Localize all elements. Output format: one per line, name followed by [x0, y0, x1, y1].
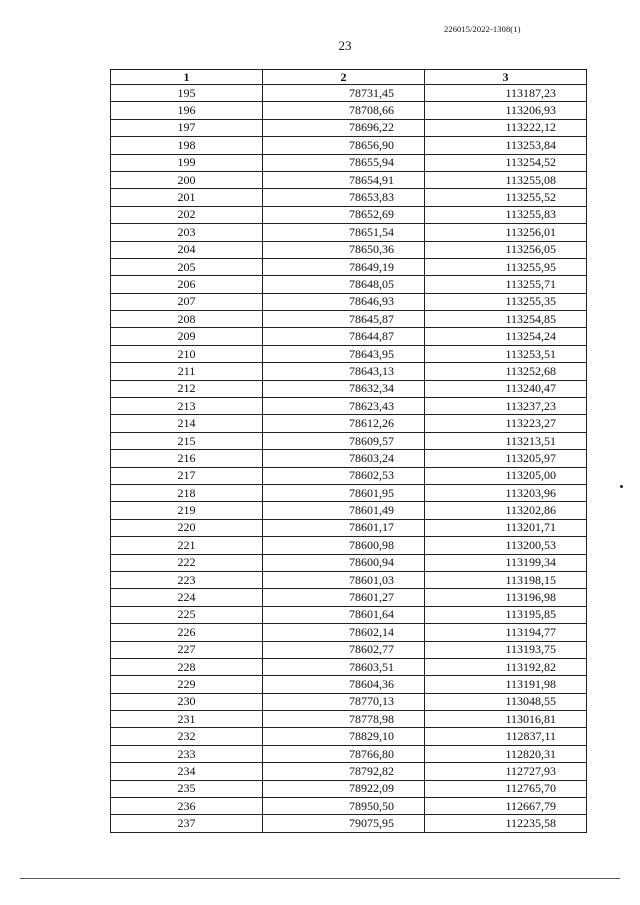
table-row: [111, 571, 587, 588]
point-number-cell: 227: [111, 641, 263, 658]
point-number-cell: 235: [111, 780, 263, 797]
point-number-cell: 199: [111, 154, 263, 171]
x-coordinate-cell: 78922,09: [263, 780, 425, 797]
y-coordinate-cell: 113016,81: [425, 711, 587, 728]
point-number-cell: 236: [111, 798, 263, 815]
table-body: [111, 85, 587, 833]
point-number-cell: 226: [111, 624, 263, 641]
point-number-cell: 231: [111, 711, 263, 728]
x-coordinate-cell: 78612,26: [263, 415, 425, 432]
table-row: [111, 519, 587, 536]
point-number-cell: 202: [111, 206, 263, 223]
table-row: [111, 624, 587, 641]
footer-divider: [20, 878, 620, 879]
y-coordinate-cell: 113222,12: [425, 119, 587, 136]
y-coordinate-cell: 113199,34: [425, 554, 587, 571]
y-coordinate-cell: 113213,51: [425, 432, 587, 449]
point-number-cell: 198: [111, 137, 263, 154]
page-number: 23: [338, 38, 352, 53]
point-number-cell: 210: [111, 345, 263, 362]
y-coordinate-cell: 113256,01: [425, 224, 587, 241]
x-coordinate-cell: 78601,64: [263, 606, 425, 623]
table-row: [111, 241, 587, 258]
x-coordinate-cell: 78623,43: [263, 398, 425, 415]
point-number-cell: 217: [111, 467, 263, 484]
y-coordinate-cell: 113206,93: [425, 102, 587, 119]
x-coordinate-cell: 78778,98: [263, 711, 425, 728]
y-coordinate-cell: 113237,23: [425, 398, 587, 415]
point-number-cell: 205: [111, 258, 263, 275]
point-number-cell: 228: [111, 658, 263, 675]
coordinates-table: [110, 69, 587, 833]
point-number-cell: 207: [111, 293, 263, 310]
y-coordinate-cell: 113193,75: [425, 641, 587, 658]
table-row: [111, 467, 587, 484]
point-number-cell: 223: [111, 571, 263, 588]
point-number-cell: 209: [111, 328, 263, 345]
y-coordinate-cell: 113254,85: [425, 311, 587, 328]
y-coordinate-cell: 112667,79: [425, 798, 587, 815]
y-coordinate-cell: 113254,52: [425, 154, 587, 171]
point-number-cell: 208: [111, 311, 263, 328]
point-number-cell: 197: [111, 119, 263, 136]
y-coordinate-cell: 113195,85: [425, 606, 587, 623]
table-row: [111, 450, 587, 467]
table-row: [111, 815, 587, 832]
x-coordinate-cell: 78645,87: [263, 311, 425, 328]
table-row: [111, 415, 587, 432]
x-coordinate-cell: 78643,13: [263, 363, 425, 380]
x-coordinate-cell: 78643,95: [263, 345, 425, 362]
point-number-cell: 233: [111, 745, 263, 762]
column-header-number: 1: [111, 70, 263, 85]
point-number-cell: 195: [111, 85, 263, 102]
x-coordinate-cell: 78655,94: [263, 154, 425, 171]
point-number-cell: 212: [111, 380, 263, 397]
y-coordinate-cell: 113194,77: [425, 624, 587, 641]
table-row: [111, 224, 587, 241]
y-coordinate-cell: 113253,51: [425, 345, 587, 362]
x-coordinate-cell: 78649,19: [263, 258, 425, 275]
point-number-cell: 225: [111, 606, 263, 623]
y-coordinate-cell: 113205,00: [425, 467, 587, 484]
table-row: [111, 432, 587, 449]
document-reference: 226015/2022-1308(1): [444, 24, 521, 34]
y-coordinate-cell: 113048,55: [425, 693, 587, 710]
table-row: [111, 589, 587, 606]
x-coordinate-cell: 78644,87: [263, 328, 425, 345]
table-header-row: [111, 70, 587, 85]
table-row: [111, 363, 587, 380]
y-coordinate-cell: 112235,58: [425, 815, 587, 832]
x-coordinate-cell: 78601,27: [263, 589, 425, 606]
y-coordinate-cell: 113254,24: [425, 328, 587, 345]
table-row: [111, 293, 587, 310]
y-coordinate-cell: 112837,11: [425, 728, 587, 745]
y-coordinate-cell: 113191,98: [425, 676, 587, 693]
table-row: [111, 658, 587, 675]
point-number-cell: 201: [111, 189, 263, 206]
table-row: [111, 345, 587, 362]
table-row: [111, 380, 587, 397]
point-number-cell: 234: [111, 763, 263, 780]
table-row: [111, 554, 587, 571]
table-row: [111, 189, 587, 206]
x-coordinate-cell: 78603,24: [263, 450, 425, 467]
point-number-cell: 237: [111, 815, 263, 832]
x-coordinate-cell: 78770,13: [263, 693, 425, 710]
y-coordinate-cell: 113255,08: [425, 171, 587, 188]
table-row: [111, 763, 587, 780]
y-coordinate-cell: 113255,71: [425, 276, 587, 293]
y-coordinate-cell: 112727,93: [425, 763, 587, 780]
table-row: [111, 311, 587, 328]
x-coordinate-cell: 78603,51: [263, 658, 425, 675]
x-coordinate-cell: 78650,36: [263, 241, 425, 258]
point-number-cell: 224: [111, 589, 263, 606]
table-row: [111, 606, 587, 623]
y-coordinate-cell: 113240,47: [425, 380, 587, 397]
table-row: [111, 745, 587, 762]
x-coordinate-cell: 78600,98: [263, 537, 425, 554]
point-number-cell: 214: [111, 415, 263, 432]
x-coordinate-cell: 78696,22: [263, 119, 425, 136]
x-coordinate-cell: 78656,90: [263, 137, 425, 154]
x-coordinate-cell: 78646,93: [263, 293, 425, 310]
y-coordinate-cell: 113192,82: [425, 658, 587, 675]
x-coordinate-cell: 78652,69: [263, 206, 425, 223]
table-row: [111, 102, 587, 119]
point-number-cell: 206: [111, 276, 263, 293]
x-coordinate-cell: 78950,50: [263, 798, 425, 815]
point-number-cell: 221: [111, 537, 263, 554]
x-coordinate-cell: 78708,66: [263, 102, 425, 119]
y-coordinate-cell: 113187,23: [425, 85, 587, 102]
table-row: [111, 780, 587, 797]
x-coordinate-cell: 78792,82: [263, 763, 425, 780]
x-coordinate-cell: 78600,94: [263, 554, 425, 571]
table-row: [111, 85, 587, 102]
x-coordinate-cell: 78601,03: [263, 571, 425, 588]
point-number-cell: 216: [111, 450, 263, 467]
table-row: [111, 171, 587, 188]
x-coordinate-cell: 78601,17: [263, 519, 425, 536]
point-number-cell: 222: [111, 554, 263, 571]
table-row: [111, 206, 587, 223]
x-coordinate-cell: 78766,80: [263, 745, 425, 762]
table-row: [111, 484, 587, 501]
x-coordinate-cell: 78601,95: [263, 484, 425, 501]
table-row: [111, 641, 587, 658]
y-coordinate-cell: 113255,83: [425, 206, 587, 223]
point-number-cell: 230: [111, 693, 263, 710]
x-coordinate-cell: 79075,95: [263, 815, 425, 832]
y-coordinate-cell: 113253,84: [425, 137, 587, 154]
column-header-x: 2: [263, 70, 425, 85]
table-row: [111, 137, 587, 154]
point-number-cell: 229: [111, 676, 263, 693]
y-coordinate-cell: 113252,68: [425, 363, 587, 380]
table-row: [111, 398, 587, 415]
y-coordinate-cell: 113256,05: [425, 241, 587, 258]
point-number-cell: 200: [111, 171, 263, 188]
table-row: [111, 276, 587, 293]
x-coordinate-cell: 78654,91: [263, 171, 425, 188]
y-coordinate-cell: 113205,97: [425, 450, 587, 467]
point-number-cell: 232: [111, 728, 263, 745]
point-number-cell: 196: [111, 102, 263, 119]
y-coordinate-cell: 112820,31: [425, 745, 587, 762]
point-number-cell: 220: [111, 519, 263, 536]
table-row: [111, 502, 587, 519]
y-coordinate-cell: 113203,96: [425, 484, 587, 501]
x-coordinate-cell: 78601,49: [263, 502, 425, 519]
table-row: [111, 537, 587, 554]
table-row: [111, 154, 587, 171]
point-number-cell: 218: [111, 484, 263, 501]
x-coordinate-cell: 78829,10: [263, 728, 425, 745]
x-coordinate-cell: 78632,34: [263, 380, 425, 397]
y-coordinate-cell: 113223,27: [425, 415, 587, 432]
point-number-cell: 204: [111, 241, 263, 258]
point-number-cell: 203: [111, 224, 263, 241]
margin-mark: [620, 485, 623, 488]
y-coordinate-cell: 112765,70: [425, 780, 587, 797]
x-coordinate-cell: 78653,83: [263, 189, 425, 206]
table-row: [111, 258, 587, 275]
point-number-cell: 215: [111, 432, 263, 449]
y-coordinate-cell: 113202,86: [425, 502, 587, 519]
table-row: [111, 728, 587, 745]
x-coordinate-cell: 78602,14: [263, 624, 425, 641]
y-coordinate-cell: 113255,35: [425, 293, 587, 310]
table-row: [111, 119, 587, 136]
y-coordinate-cell: 113200,53: [425, 537, 587, 554]
table-row: [111, 676, 587, 693]
y-coordinate-cell: 113201,71: [425, 519, 587, 536]
x-coordinate-cell: 78604,36: [263, 676, 425, 693]
point-number-cell: 219: [111, 502, 263, 519]
x-coordinate-cell: 78602,53: [263, 467, 425, 484]
table-row: [111, 798, 587, 815]
x-coordinate-cell: 78609,57: [263, 432, 425, 449]
column-header-y: 3: [425, 70, 587, 85]
y-coordinate-cell: 113255,95: [425, 258, 587, 275]
x-coordinate-cell: 78648,05: [263, 276, 425, 293]
x-coordinate-cell: 78731,45: [263, 85, 425, 102]
point-number-cell: 213: [111, 398, 263, 415]
table-row: [111, 711, 587, 728]
table-row: [111, 693, 587, 710]
y-coordinate-cell: 113255,52: [425, 189, 587, 206]
y-coordinate-cell: 113196,98: [425, 589, 587, 606]
table-row: [111, 328, 587, 345]
y-coordinate-cell: 113198,15: [425, 571, 587, 588]
point-number-cell: 211: [111, 363, 263, 380]
x-coordinate-cell: 78651,54: [263, 224, 425, 241]
x-coordinate-cell: 78602,77: [263, 641, 425, 658]
